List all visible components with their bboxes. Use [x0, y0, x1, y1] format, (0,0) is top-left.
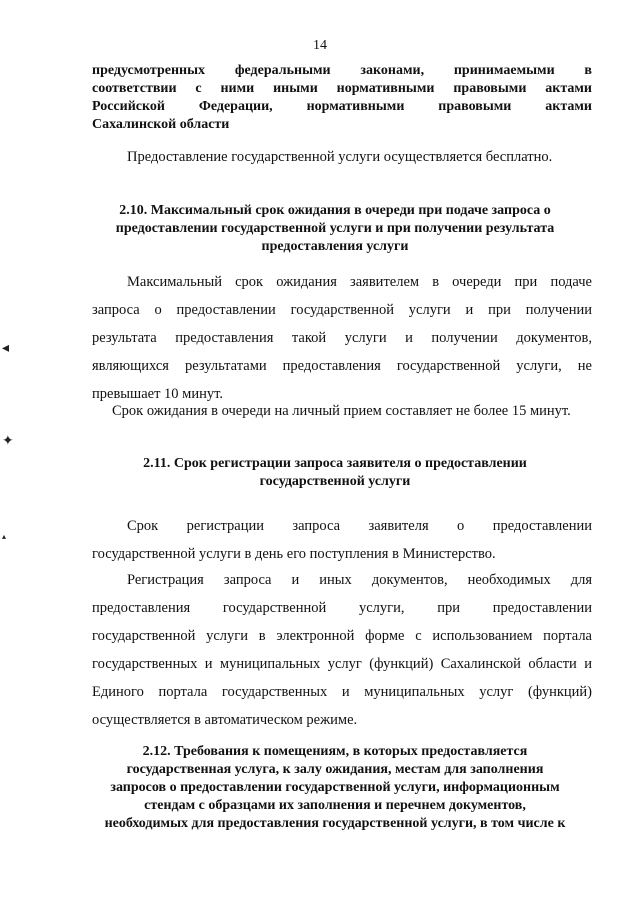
paragraph-line: государственных и муниципальных услуг (функций) Сахалинской области и [92, 656, 592, 672]
heading-line: 2.12. Требования к помещениям, в которых предоставляется [142, 744, 528, 759]
intro-line: соответствии с ними иными нормативными правовыми актами [92, 81, 592, 96]
heading-line: государственная услуга, к залу ожидания, местам для заполнения [126, 762, 544, 777]
paragraph-line: государственной услуги в электронной форме с использованием портала [92, 628, 592, 644]
paragraph-line: Срок регистрации запроса заявителя о предоставлении [127, 518, 592, 534]
section-2-12-heading [80, 743, 590, 833]
paragraph-line: запроса о предоставлении государственной услуги и при получении [92, 302, 592, 318]
heading-line: 2.11. Срок регистрации запроса заявителя о предоставлении [143, 456, 527, 471]
scan-artifact-mark: ✦ [2, 434, 14, 449]
paragraph-line: Максимальный срок ожидания заявителем в очереди при подаче [127, 274, 592, 290]
section-2-10-paragraph-1 [92, 268, 592, 408]
intro-line: предусмотренных федеральными законами, принимаемыми в [92, 63, 592, 78]
intro-line: Российской Федерации, нормативными правовыми актами [92, 99, 592, 114]
paragraph-line: предоставления государственной услуги, при предоставлении [92, 600, 592, 616]
paragraph-line: Регистрация запроса и иных документов, необходимых для [127, 572, 592, 588]
paragraph-line: результата предоставления такой услуги и получении документов, [92, 330, 592, 346]
intro-line: Сахалинской области [92, 117, 230, 132]
heading-line: стендам с образцами их заполнения и перечнем документов, [144, 798, 526, 813]
section-2-11-paragraph-1 [92, 512, 592, 568]
section-2-11-paragraph-2 [92, 566, 592, 734]
heading-line: необходимых для предоставления государственной услуги, в том числе к [104, 816, 566, 831]
heading-line: предоставлении государственной услуги и при получении результата [115, 221, 555, 236]
section-2-11-heading [80, 455, 590, 491]
paragraph-line: осуществляется в автоматическом режиме. [92, 712, 358, 728]
heading-line: запросов о предоставлении государственной услуги, информационным [110, 780, 560, 795]
paragraph-line: государственной услуги в день его поступления в Министерство. [92, 546, 496, 562]
section-2-10-paragraph-2 [92, 397, 592, 425]
paragraph-line: превышает 10 минут. [92, 386, 223, 402]
free-service-paragraph: Предоставление государственной услуги осуществляется бесплатно. [127, 149, 553, 165]
paragraph-line: Единого портала государственных и муниципальных услуг (функций) [92, 684, 592, 700]
paragraph-line: Срок ожидания в очереди на личный прием составляет не более 15 минут. [112, 403, 571, 419]
section-2-10-heading [80, 202, 590, 256]
heading-line: 2.10. Максимальный срок ожидания в очереди при подаче запроса о [119, 203, 551, 218]
paragraph-line: являющихся результатами предоставления государственной услуги, не [92, 358, 592, 374]
scan-artifact-mark: ◂ [2, 341, 10, 356]
page-number: 14 [313, 38, 327, 53]
heading-line: государственной услуги [259, 474, 411, 489]
scan-artifact-mark: ▴ [2, 532, 7, 541]
heading-line: предоставления услуги [261, 239, 409, 254]
intro-paragraph [92, 62, 592, 134]
